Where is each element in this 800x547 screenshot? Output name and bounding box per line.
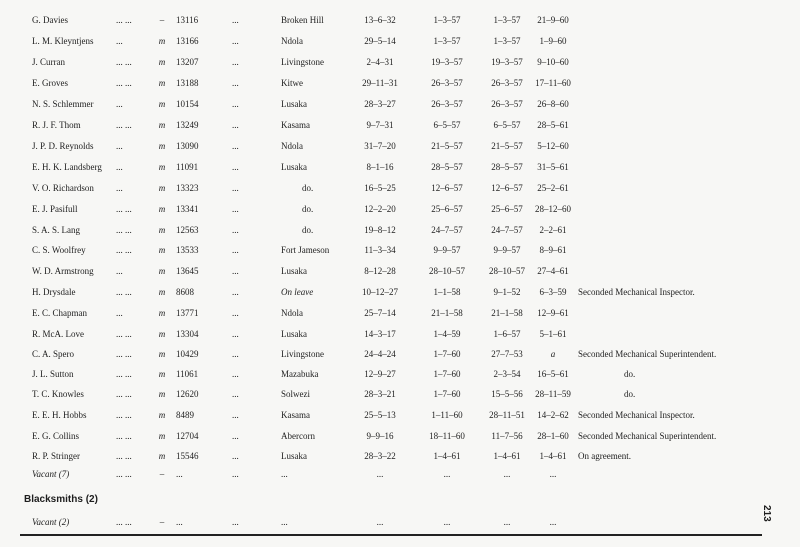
date-present-appointment: 27–7–53 — [491, 349, 523, 359]
date-first-appointment: 1–3–57 — [433, 36, 461, 46]
staff-number: 13341 — [176, 204, 199, 214]
staff-number: 13166 — [176, 36, 199, 46]
date-present-appointment: 1–4–61 — [493, 451, 521, 461]
station: Mazabuka — [281, 369, 319, 379]
table-row — [0, 284, 790, 300]
date-first-appointment: 28–5–57 — [431, 162, 463, 172]
station: Fort Jameson — [281, 245, 330, 255]
staff-number: 13207 — [176, 57, 199, 67]
date-first-appointment: 21–1–58 — [431, 308, 463, 318]
leader-dots: ... — [232, 120, 239, 130]
leader-dots: ... ... — [116, 245, 132, 255]
sex-marker: m — [158, 389, 166, 399]
sex-marker: m — [158, 225, 166, 235]
date-of-birth: ... — [376, 469, 384, 479]
sex-marker: m — [158, 204, 166, 214]
staff-name: R. J. F. Thom — [32, 120, 81, 130]
date-first-appointment: 21–5–57 — [431, 141, 463, 151]
staff-name: R. P. Stringer — [32, 451, 81, 461]
station: ... — [281, 517, 288, 527]
station: Lusaka — [281, 162, 307, 172]
date-present-appointment: 21–5–57 — [491, 141, 523, 151]
station: Kasama — [281, 410, 310, 420]
date-due-leave: a — [550, 349, 556, 359]
date-first-appointment: 1–7–60 — [433, 389, 461, 399]
date-present-appointment: 19–3–57 — [491, 57, 523, 67]
date-of-birth: 28–3–27 — [364, 99, 396, 109]
leader-dots: ... — [232, 329, 239, 339]
table-row — [0, 96, 790, 112]
date-present-appointment: ... — [503, 517, 511, 527]
date-due-leave: 1–4–61 — [539, 451, 567, 461]
sex-marker: m — [158, 57, 166, 67]
table-row — [0, 263, 790, 279]
leader-dots: ... — [116, 183, 123, 193]
staff-number: 13188 — [176, 78, 199, 88]
sex-marker: m — [158, 369, 166, 379]
table-row — [0, 201, 790, 217]
staff-name: E. G. Collins — [32, 431, 80, 441]
date-due-leave: 28–1–60 — [537, 431, 569, 441]
leader-dots: ... ... — [116, 120, 132, 130]
date-of-birth: 25–7–14 — [364, 308, 396, 318]
date-present-appointment: 15–5–56 — [491, 389, 523, 399]
station: Ndola — [281, 36, 303, 46]
date-present-appointment: 9–1–52 — [493, 287, 521, 297]
staff-name: Vacant (7) — [32, 469, 70, 479]
sex-marker: m — [158, 120, 166, 130]
leader-dots: ... — [232, 15, 239, 25]
sex-marker: m — [158, 36, 166, 46]
leader-dots: ... — [232, 183, 239, 193]
station: Broken Hill — [281, 15, 324, 25]
remarks: On agreement. — [578, 451, 631, 461]
date-of-birth: 25–5–13 — [364, 410, 396, 420]
remarks: do. — [624, 369, 636, 379]
leader-dots: ... — [116, 99, 123, 109]
date-of-birth: 9–9–16 — [366, 431, 394, 441]
date-of-birth: 29–5–14 — [364, 36, 396, 46]
table-row — [0, 12, 790, 28]
staff-number: 10154 — [176, 99, 199, 109]
date-due-leave: 12–9–61 — [537, 308, 569, 318]
staff-number: 11061 — [176, 369, 199, 379]
table-row — [0, 326, 790, 342]
staff-name: E. E. H. Hobbs — [32, 410, 87, 420]
staff-number: 10429 — [176, 349, 199, 359]
date-present-appointment: 26–3–57 — [491, 78, 523, 88]
sex-marker: m — [158, 431, 166, 441]
staff-number: 13771 — [176, 308, 199, 318]
date-of-birth: 10–12–27 — [362, 287, 398, 297]
staff-number: 13116 — [176, 15, 199, 25]
table-row — [0, 428, 790, 444]
station: Lusaka — [281, 266, 307, 276]
date-due-leave: 28–11–59 — [535, 389, 571, 399]
leader-dots: ... ... — [116, 15, 132, 25]
leader-dots: ... ... — [116, 349, 132, 359]
table-row — [0, 386, 790, 402]
leader-dots: ... ... — [116, 451, 132, 461]
date-first-appointment: ... — [443, 517, 451, 527]
staff-number: 13304 — [176, 329, 199, 339]
sex-marker: m — [158, 349, 166, 359]
table-row — [0, 305, 790, 321]
leader-dots: ... — [232, 141, 239, 151]
leader-dots: ... ... — [116, 410, 132, 420]
staff-name: L. M. Kleyntjens — [32, 36, 94, 46]
sex-marker: m — [158, 266, 166, 276]
staff-name: E. C. Chapman — [32, 308, 87, 318]
date-present-appointment: 1–3–57 — [493, 36, 521, 46]
date-of-birth: 31–7–20 — [364, 141, 396, 151]
sex-marker: m — [158, 308, 166, 318]
table-row — [0, 448, 790, 464]
date-first-appointment: 19–3–57 — [431, 57, 463, 67]
staff-number: 13249 — [176, 120, 199, 130]
leader-dots: ... — [232, 369, 239, 379]
date-due-leave: 17–11–60 — [535, 78, 571, 88]
date-first-appointment: 25–6–57 — [431, 204, 463, 214]
sex-marker: m — [158, 329, 166, 339]
date-present-appointment: 11–7–56 — [491, 431, 523, 441]
date-present-appointment: 26–3–57 — [491, 99, 523, 109]
table-row — [0, 407, 790, 423]
staff-number: 12704 — [176, 431, 199, 441]
staff-name: R. McA. Love — [32, 329, 84, 339]
table-row — [0, 138, 790, 154]
date-first-appointment: 1–7–60 — [433, 349, 461, 359]
sex-marker: m — [158, 183, 166, 193]
leader-dots: ... — [232, 517, 239, 527]
date-of-birth: 16–5–25 — [364, 183, 396, 193]
leader-dots: ... ... — [116, 469, 132, 479]
staff-name: G. Davies — [32, 15, 68, 25]
date-present-appointment: 21–1–58 — [491, 308, 523, 318]
station: Abercorn — [281, 431, 315, 441]
leader-dots: ... — [232, 245, 239, 255]
date-of-birth: 8–1–16 — [366, 162, 394, 172]
date-first-appointment: 12–6–57 — [431, 183, 463, 193]
date-present-appointment: 1–6–57 — [493, 329, 521, 339]
sex-marker: m — [158, 451, 166, 461]
table-row — [0, 222, 790, 238]
table-row — [0, 466, 790, 482]
sex-marker: – — [159, 469, 165, 479]
date-due-leave: 14–2–62 — [537, 410, 569, 420]
station: do. — [302, 183, 314, 193]
leader-dots: ... — [232, 266, 239, 276]
date-present-appointment: 25–6–57 — [491, 204, 523, 214]
date-first-appointment: 18–11–60 — [429, 431, 465, 441]
leader-dots: ... ... — [116, 204, 132, 214]
leader-dots: ... — [116, 266, 123, 276]
leader-dots: ... ... — [116, 431, 132, 441]
staff-number: 8608 — [176, 287, 194, 297]
staff-name: C. A. Spero — [32, 349, 75, 359]
leader-dots: ... ... — [116, 287, 132, 297]
date-first-appointment: 9–9–57 — [433, 245, 461, 255]
table-row — [0, 159, 790, 175]
leader-dots: ... ... — [116, 329, 132, 339]
station: Lusaka — [281, 99, 307, 109]
staff-number: 13533 — [176, 245, 199, 255]
leader-dots: ... — [232, 431, 239, 441]
table-row — [0, 75, 790, 91]
date-due-leave: 21–9–60 — [537, 15, 569, 25]
date-due-leave: ... — [549, 517, 557, 527]
table-row — [0, 514, 790, 530]
date-first-appointment: 26–3–57 — [431, 78, 463, 88]
station: do. — [302, 204, 314, 214]
date-due-leave: 28–12–60 — [535, 204, 571, 214]
date-due-leave: 27–4–61 — [537, 266, 569, 276]
date-due-leave: 26–8–60 — [537, 99, 569, 109]
date-present-appointment: 28–10–57 — [489, 266, 525, 276]
date-of-birth: 24–4–24 — [364, 349, 396, 359]
staff-name: E. H. K. Landsberg — [32, 162, 102, 172]
date-present-appointment: 28–11–51 — [489, 410, 525, 420]
leader-dots: ... — [232, 57, 239, 67]
staff-number: 12620 — [176, 389, 199, 399]
station: do. — [302, 225, 314, 235]
date-due-leave: 6–3–59 — [539, 287, 567, 297]
sex-marker: m — [158, 78, 166, 88]
leader-dots: ... — [232, 225, 239, 235]
date-first-appointment: 24–7–57 — [431, 225, 463, 235]
date-of-birth: 12–2–20 — [364, 204, 396, 214]
remarks: Seconded Mechanical Inspector. — [578, 287, 695, 297]
staff-number: 8489 — [176, 410, 194, 420]
station: Ndola — [281, 141, 303, 151]
leader-dots: ... — [232, 469, 239, 479]
sex-marker: m — [158, 410, 166, 420]
date-first-appointment: 1–7–60 — [433, 369, 461, 379]
leader-dots: ... — [232, 36, 239, 46]
date-of-birth: 29–11–31 — [362, 78, 398, 88]
date-due-leave: 31–5–61 — [537, 162, 569, 172]
staff-name: W. D. Armstrong — [32, 266, 94, 276]
date-due-leave: 2–2–61 — [539, 225, 567, 235]
leader-dots: ... ... — [116, 78, 132, 88]
station: Ndola — [281, 308, 303, 318]
date-present-appointment: 2–3–54 — [493, 369, 521, 379]
staff-number: 13090 — [176, 141, 199, 151]
date-first-appointment: 26–3–57 — [431, 99, 463, 109]
date-of-birth: 13–6–32 — [364, 15, 396, 25]
leader-dots: ... — [116, 141, 123, 151]
date-of-birth: 9–7–31 — [366, 120, 394, 130]
leader-dots: ... ... — [116, 57, 132, 67]
date-present-appointment: 9–9–57 — [493, 245, 521, 255]
date-first-appointment: 1–11–60 — [431, 410, 463, 420]
staff-name: V. O. Richardson — [32, 183, 94, 193]
staff-name: C. S. Woolfrey — [32, 245, 86, 255]
staff-number: 11091 — [176, 162, 199, 172]
date-present-appointment: 28–5–57 — [491, 162, 523, 172]
table-row — [0, 366, 790, 382]
table-row — [0, 242, 790, 258]
table-row — [0, 180, 790, 196]
station: Lusaka — [281, 451, 307, 461]
date-first-appointment: 28–10–57 — [429, 266, 465, 276]
page-number: 213 — [761, 505, 772, 522]
date-of-birth: 12–9–27 — [364, 369, 396, 379]
remarks: Seconded Mechanical Superintendent. — [578, 349, 717, 359]
station: Livingstone — [281, 349, 324, 359]
date-first-appointment: 1–3–57 — [433, 15, 461, 25]
leader-dots: ... — [232, 287, 239, 297]
remarks: Seconded Mechanical Superintendent. — [578, 431, 717, 441]
leader-dots: ... — [232, 389, 239, 399]
station: ... — [281, 469, 288, 479]
staff-name: S. A. S. Lang — [32, 225, 81, 235]
staff-name: T. C. Knowles — [32, 389, 84, 399]
date-due-leave: 5–1–61 — [539, 329, 567, 339]
station: Livingstone — [281, 57, 324, 67]
bottom-rule — [20, 534, 762, 536]
leader-dots: ... — [232, 162, 239, 172]
staff-name: H. Drysdale — [32, 287, 76, 297]
date-present-appointment: ... — [503, 469, 511, 479]
date-present-appointment: 1–3–57 — [493, 15, 521, 25]
staff-number: ... — [176, 469, 183, 479]
leader-dots: ... ... — [116, 389, 132, 399]
date-of-birth: 19–8–12 — [364, 225, 396, 235]
leader-dots: ... ... — [116, 225, 132, 235]
date-due-leave: 8–9–61 — [539, 245, 567, 255]
date-due-leave: 1–9–60 — [539, 36, 567, 46]
leader-dots: ... — [232, 349, 239, 359]
remarks: do. — [624, 389, 636, 399]
date-first-appointment: 6–5–57 — [433, 120, 461, 130]
date-of-birth: 8–12–28 — [364, 266, 396, 276]
table-row — [0, 117, 790, 133]
sex-marker: – — [159, 517, 165, 527]
sex-marker: m — [158, 99, 166, 109]
date-of-birth: 2–4–31 — [366, 57, 394, 67]
staff-name: J. L. Sutton — [32, 369, 74, 379]
sex-marker: – — [159, 15, 165, 25]
leader-dots: ... — [232, 451, 239, 461]
table-row — [0, 33, 790, 49]
date-present-appointment: 12–6–57 — [491, 183, 523, 193]
station: Lusaka — [281, 329, 307, 339]
leader-dots: ... ... — [116, 517, 132, 527]
staff-name: J. Curran — [32, 57, 65, 67]
leader-dots: ... — [232, 308, 239, 318]
staff-name: J. P. D. Reynolds — [32, 141, 94, 151]
leader-dots: ... — [232, 410, 239, 420]
leader-dots: ... — [232, 99, 239, 109]
date-present-appointment: 6–5–57 — [493, 120, 521, 130]
sex-marker: m — [158, 141, 166, 151]
staff-name: E. Groves — [32, 78, 68, 88]
leader-dots: ... — [232, 78, 239, 88]
date-first-appointment: 1–4–61 — [433, 451, 461, 461]
date-due-leave: 9–10–60 — [537, 57, 569, 67]
date-of-birth: 11–3–34 — [364, 245, 396, 255]
station: Kasama — [281, 120, 310, 130]
station: Kitwe — [281, 78, 303, 88]
date-first-appointment: 1–1–58 — [433, 287, 461, 297]
date-of-birth: 28–3–22 — [364, 451, 396, 461]
sex-marker: m — [158, 287, 166, 297]
leader-dots: ... — [232, 204, 239, 214]
leader-dots: ... ... — [116, 369, 132, 379]
date-of-birth: ... — [376, 517, 384, 527]
section-heading: Blacksmiths (2) — [24, 494, 98, 505]
leader-dots: ... — [116, 162, 123, 172]
table-row — [0, 346, 790, 362]
date-due-leave: 28–5–61 — [537, 120, 569, 130]
date-due-leave: 5–12–60 — [537, 141, 569, 151]
date-of-birth: 14–3–17 — [364, 329, 396, 339]
staff-name: Vacant (2) — [32, 517, 70, 527]
table-row — [0, 54, 790, 70]
date-first-appointment: 1–4–59 — [433, 329, 461, 339]
date-of-birth: 28–3–21 — [364, 389, 396, 399]
staff-number: 12563 — [176, 225, 199, 235]
staff-number: 13323 — [176, 183, 199, 193]
leader-dots: ... — [116, 36, 123, 46]
station: Solwezi — [281, 389, 310, 399]
date-first-appointment: ... — [443, 469, 451, 479]
leader-dots: ... — [116, 308, 123, 318]
staff-name: N. S. Schlemmer — [32, 99, 94, 109]
staff-number: 15546 — [176, 451, 199, 461]
remarks: Seconded Mechanical Inspector. — [578, 410, 695, 420]
sex-marker: m — [158, 162, 166, 172]
sex-marker: m — [158, 245, 166, 255]
staff-name: E. J. Pasifull — [32, 204, 78, 214]
staff-number: 13645 — [176, 266, 199, 276]
station: On leave — [281, 287, 314, 297]
date-due-leave: 25–2–61 — [537, 183, 569, 193]
staff-number: ... — [176, 517, 183, 527]
date-present-appointment: 24–7–57 — [491, 225, 523, 235]
date-due-leave: ... — [549, 469, 557, 479]
date-due-leave: 16–5–61 — [537, 369, 569, 379]
